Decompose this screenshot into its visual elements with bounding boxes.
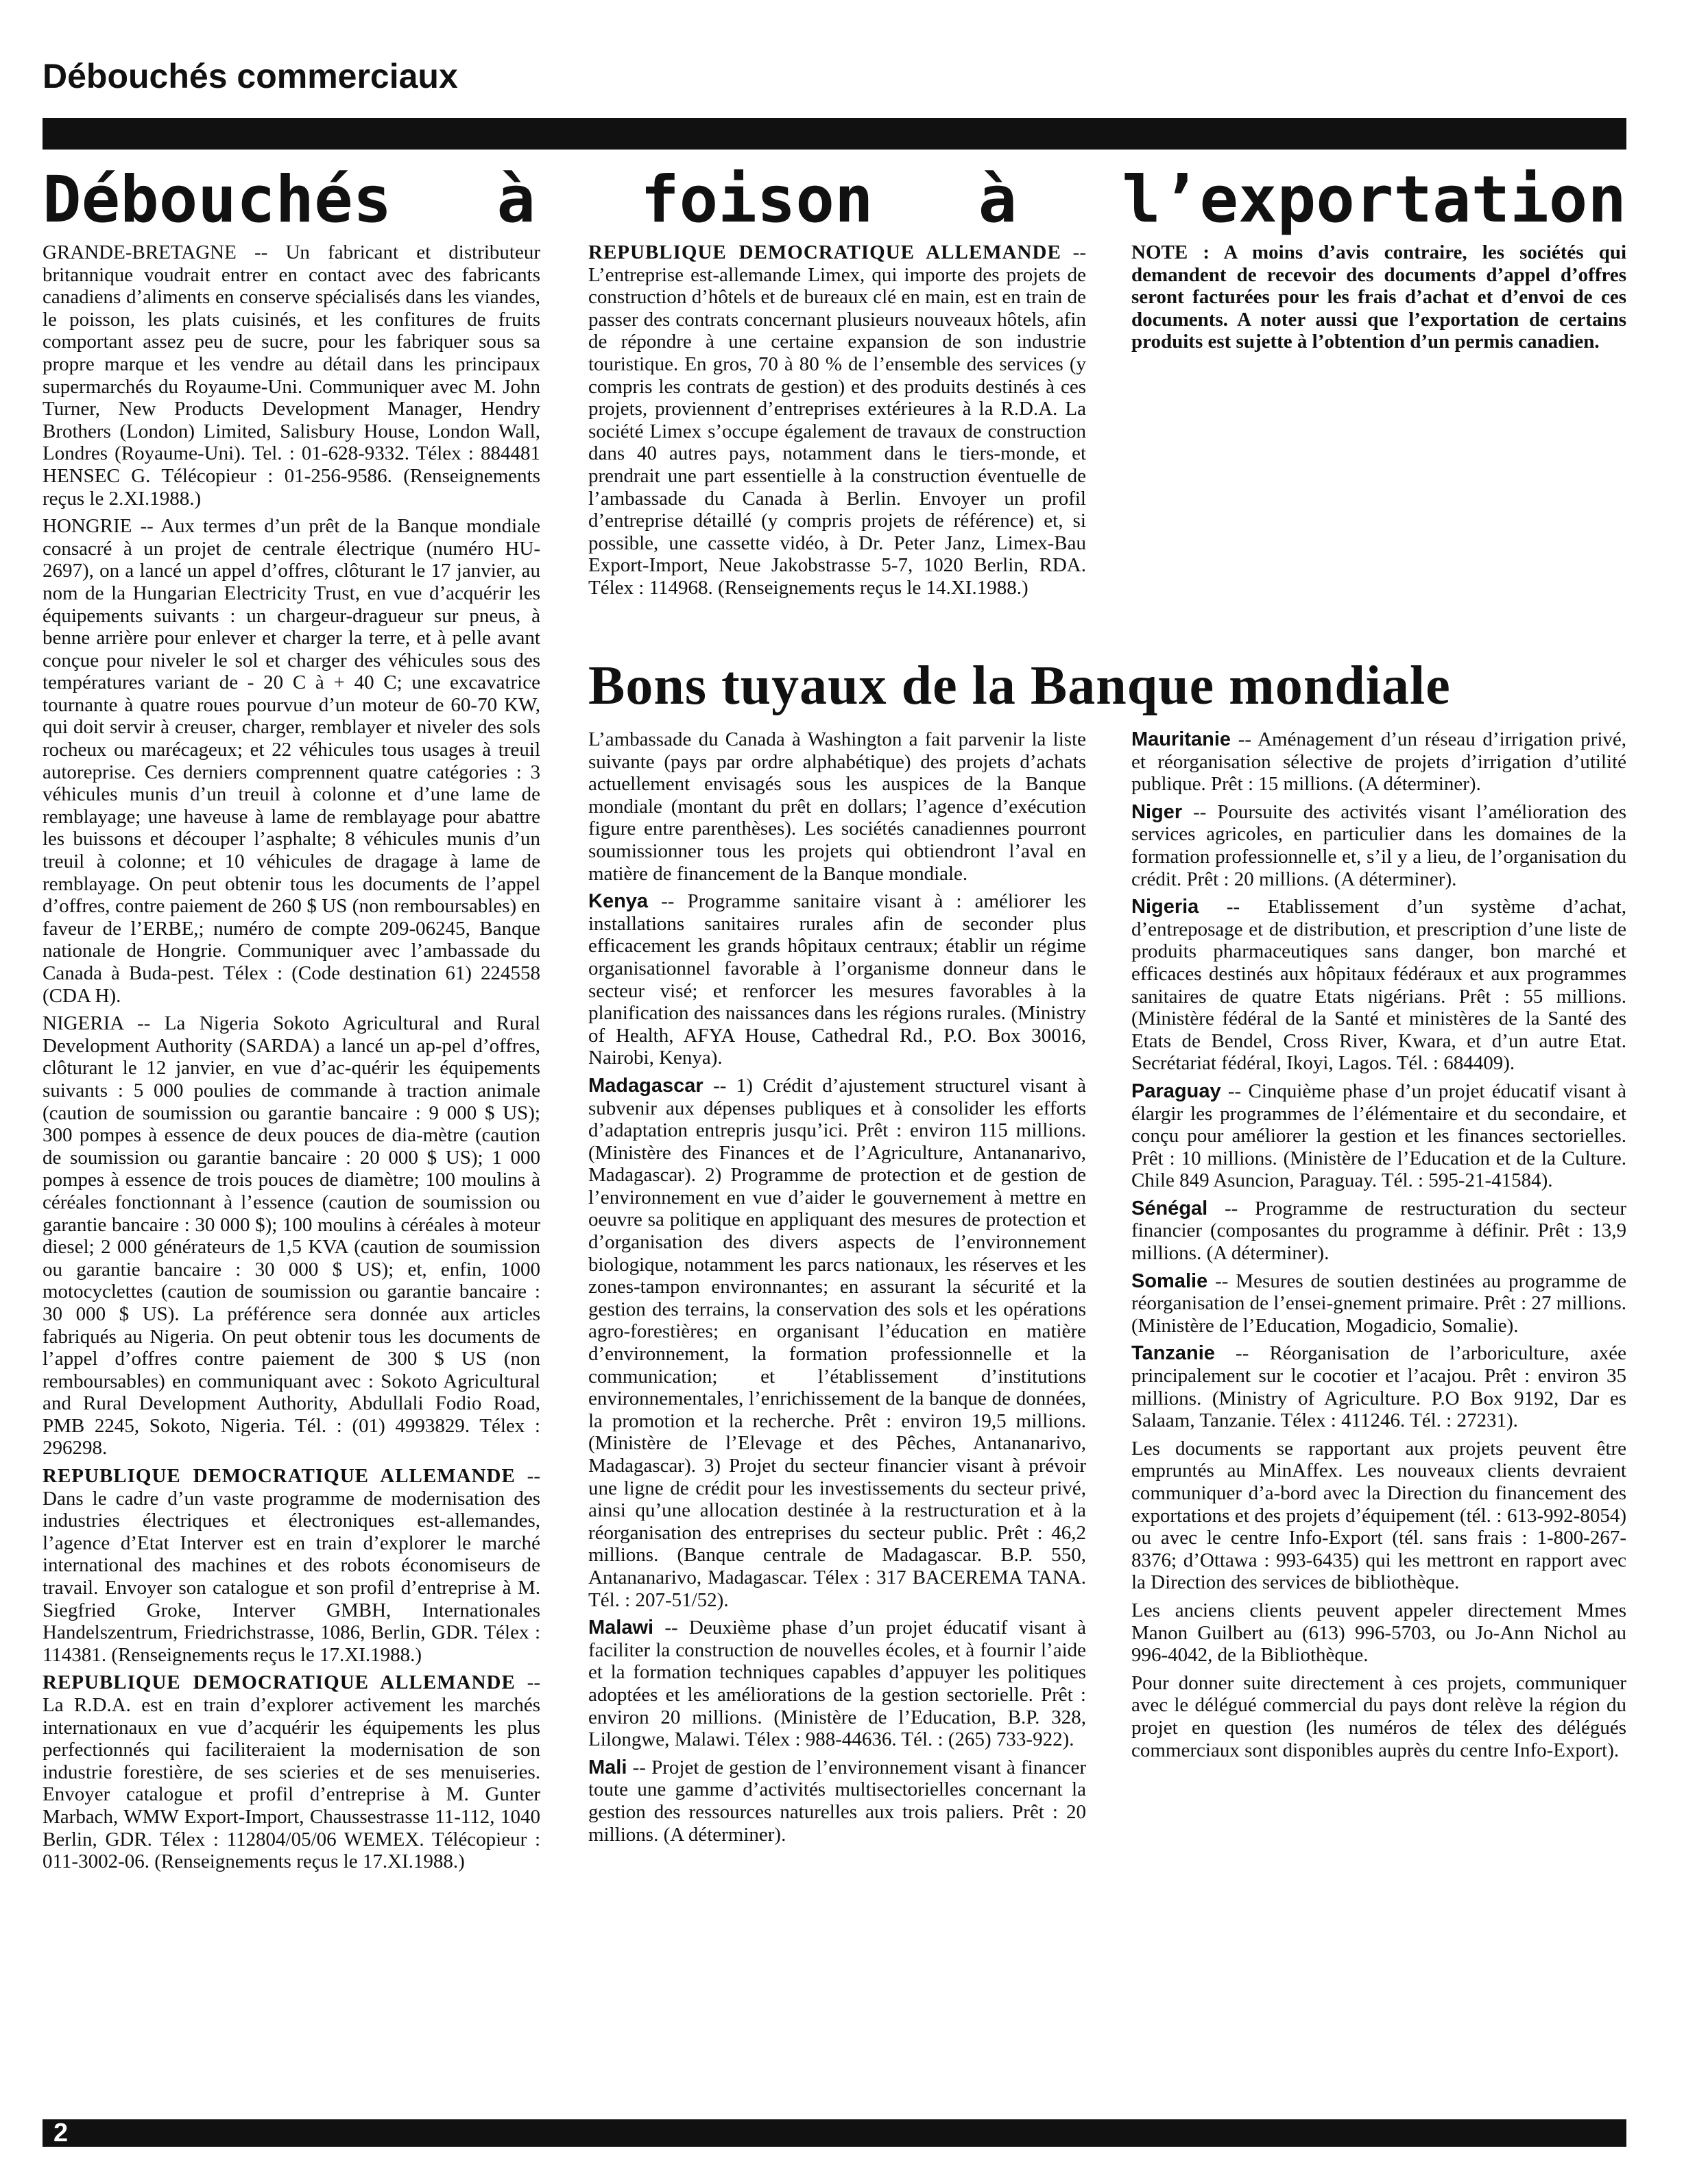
bottom-rule-bar xyxy=(43,2119,1626,2147)
closing-paragraph: Les documents se rapportant aux projets peuvent être empruntés au MinAffex. Les nouveaux clients devraient communiquer d’a-bord avec la Direction du financement des exportations et des projets d’équipement (tél. : 613-992-8054) ou avec le centre Info-Export (tél. sans frais : 1-800-267-8376; d’Ottawa : 993-6435) qui les mettront en rapport avec la Direction des services de bibliothèque. xyxy=(1131,1437,1626,1594)
article-rda-3: REPUBLIQUE DEMOCRATIQUE ALLEMANDE -- L’entreprise est-allemande Limex, qui importe des projets de construction d’hôtels et de bureaux clé en main, est en train de passer des contrats concernant plusieurs nouveaux hôtels, afin de répondre à une certaine expansion de son industrie touristique. En gros, 70 à 80 % de l’ensemble des services (y compris les contrats de gestion) et des produits destinés à ces projets, proviennent d’entreprises extérieures à la R.D.A. La société Limex s’occupe également de travaux de construction dans 40 autres pays, notamment dans le tiers-monde, et prendrait une part essentielle à la construction éventuelle de l’ambassade du Canada à Berlin. Envoyer un profil d’entreprise détaillé (y compris projets de référence) et, si possible, une cassette vidéo, à Dr. Peter Janz, Limex-Bau Export-Import, Neue Jakobstrasse 5-7, 1020 Berlin, RDA. Télex : 114968. (Renseignements reçus le 14.XI.1988.) xyxy=(588,241,1086,599)
note: NOTE : A moins d’avis contraire, les sociétés qui demandent de recevoir des documents d’appel d’offres seront facturées pour les frais d’achat et d’envoi de ces documents. A noter aussi que l’exportation de certains produits est sujette à l’obtention d’un permis canadien. xyxy=(1131,241,1626,353)
column-3 xyxy=(1131,241,1626,646)
headline-word: à xyxy=(496,163,536,237)
headline-word: Débouchés xyxy=(43,163,392,237)
article-hungary: HONGRIE -- Aux termes d’un prêt de la Banque mondiale consacré à un projet de centrale électrique (numéro HU-2697), on a lancé un appel d’offres, clôturant le 17 janvier, au nom de la Hungarian Electricity Trust, en vue d’acquérir les équipements suivants : un chargeur-dragueur sur pneus, à benne arrière pour enlever et charger la terre, et à pelle avant conçue pour niveler le sol et charger des véhicules sous des températures variant de - 20 C à + 40 C; une excavatrice tournante à quatre roues pourvue d’un moteur de 60-70 KW, qui doit servir à creuser, charger, remblayer et niveler des sols rocheux ou marécageux; et 22 véhicules tous usages à treuil autoreprise. Ces derniers comprennent quatre catégories : 3 véhicules munis d’un treuil à colonne et d’une lame de remblayage; une haveuse à lame de remblayage pour abattre les buissons et découper l’asphalte; 8 véhicules munis d’un treuil à colonne; et 10 véhicules de dragage à lame de remblayage. On peut obtenir tous les documents de l’appel d’offres, contre paiement de 260 $ US (non remboursables) en faveur de l’ERBE,; numéro de compte 209-06245, Banque nationale de Hongrie. Communiquer avec l’ambassade du Canada à Buda-pest. Télex : (Code destination 61) 224558 (CDA H). xyxy=(43,515,540,1007)
headline-word: l’exportation xyxy=(1122,163,1626,237)
column-5 xyxy=(1131,728,1626,2112)
entry-nigeria: Nigeria -- Etablissement d’un système d’achat, d’entreposage et de distribution, et prescription d’une liste de produits pharmaceutiques sans danger, bon marché et efficaces destinés aux hôpitaux fédéraux et aux programmes sanitaires de quatre Etats nigérians. Prêt : 55 millions. (Ministère fédéral de la Santé et ministères de la Santé des Etats de Bendel, Cross River, Kwara, et d’un autre Etat. Secrétariat fédéral, Ikoyi, Lagos. Tél. : 684409). xyxy=(1131,896,1626,1075)
page-number: 2 xyxy=(53,2119,69,2147)
entry-niger: Niger -- Poursuite des activités visant l’amélioration des services agricoles, en particulier dans les domaines de la formation professionnelle et, s’il y a lieu, de l’organisation du crédit. Prêt : 20 millions. (A déterminer). xyxy=(1131,800,1626,890)
column-1 xyxy=(43,241,540,2110)
entry-somalie: Somalie -- Mesures de soutien destinées au programme de réorganisation de l’ensei-gnement primaire. Prêt : 27 millions. (Ministère de l’Education, Mogadicio, Somalie). xyxy=(1131,1270,1626,1337)
entry-paraguay: Paraguay -- Cinquième phase d’un projet éducatif visant à élargir les programmes de l’élémentaire et du secondaire, et conçu pour améliorer la gestion et les finances sectorielles. Prêt : 10 millions. (Ministère de l’Education et de la Culture. Chile 849 Asuncion, Paraguay. Tél. : 595-21-41584). xyxy=(1131,1080,1626,1192)
article-nigeria: NIGERIA -- La Nigeria Sokoto Agricultural and Rural Development Authority (SARDA) a lancé un ap-pel d’offres, clôturant le 12 janvier, en vue d’ac-quérir les équipements suivants : 5 000 poulies de commande à traction animale (caution de soumission ou garantie bancaire : 9 000 $ US); 300 pompes à essence de deux pouces de dia-mètre (caution de soumission ou garantie bancaire : 20 000 $ US); 1 000 pompes à essence de trois pouces de diamètre; 100 moulins à céréales fonctionnant à l’essence (caution de soumission ou garantie bancaire : 30 000 $); 100 moulins à céréales à moteur diesel; 2 000 générateurs de 1,5 KVA (caution de soumission ou garantie bancaire : 30 000 $ US); et, enfin, 1000 motocyclettes (caution de soumission ou garantie bancaire : 30 000 $ US). La préférence sera donnée aux articles fabriqués au Nigeria. On peut obtenir tous les documents de l’appel d’offres contre paiement de 300 $ US (non remboursables) en communiquant avec : Sokoto Agricultural and Rural Development Authority, Abdullali Fodio Road, PMB 2245, Sokoto, Nigeria. Tél. : (01) 4993829. Télex : 296298. xyxy=(43,1012,540,1460)
entry-malawi: Malawi -- Deuxième phase d’un projet éducatif visant à faciliter la construction de nouvelles écoles, et à fournir l’aide et la formation techniques capables d’appuyer les politiques adoptées et les améliorations de la gestion sectorielle. Prêt : environ 20 millions. (Ministère de l’Education, B.P. 328, Lilongwe, Malawi. Télex : 988-44636. Tél. : (265) 733-922). xyxy=(588,1617,1086,1751)
entry-madagascar: Madagascar -- 1) Crédit d’ajustement structurel visant à subvenir aux dépenses publiques et à consolider les efforts d’adaptation entrepris jusqu’ici. Prêt : environ 115 millions. (Ministère des Finances et de l’Agriculture, Antananarivo, Madagascar). 2) Programme de protection et de gestion de l’environnement en vue d’aider le gouvernement à mettre en oeuvre sa politique en appliquant des mesures de protection et d’organisation des divers aspects de l’environnement biologique, notamment les parcs nationaux, les réserves et les zones-tampon environnantes; en assurant la sécurité et la gestion des terrains, la conservation des sols et les opérations agro-forestières; en organisant l’éducation en matière d’environnement, la formation professionnelle et la communication; et l’établissement d’institutions environnementales, l’enrichissement de la banque de données, la promotion et la recherche. Prêt : environ 19,5 millions. (Ministère de l’Elevage et des Pêches, Antananarivo, Madagascar). 3) Projet du secteur financier visant à prévoir une ligne de crédit pour les investissements du secteur privé, ainsi qu’une allocation destinée à la restructuration et à la réorganisation des entreprises du secteur public. Prêt : 46,2 millions. (Banque centrale de Madagascar. B.P. 550, Antananarivo, Madagascar. Télex : 317 BACEREMA TANA. Tél. : 207-51/52). xyxy=(588,1074,1086,1611)
headline-word: foison xyxy=(640,163,874,237)
closing-paragraph: Les anciens clients peuvent appeler directement Mmes Manon Guilbert au (613) 996-5703, ou Jo-Ann Nichol au 996-4042, de la Bibliothèque. xyxy=(1131,1599,1626,1667)
article-uk: GRANDE-BRETAGNE -- Un fabricant et distributeur britannique voudrait entrer en contact avec des fabricants canadiens d’aliments en conserve spécialisés dans les viandes, le poisson, les plats cuisinés, et les confitures de fruits comportant assez peu de sucre, pour les fabriquer sous sa propre marque et les vendre au détail dans les principaux supermarchés du Royaume-Uni. Communiquer avec M. John Turner, New Products Development Manager, Hendry Brothers (London) Limited, Salisbury House, London Wall, Londres (Royaume-Uni). Tel. : 01-628-9332. Télex : 884481 HENSEC G. Télécopieur : 01-256-9586. (Renseignements reçus le 2.XI.1988.) xyxy=(43,241,540,510)
column-2 xyxy=(588,241,1086,632)
entry-senegal: Sénégal -- Programme de restructuration du secteur financier (composantes du programme à définir. Prêt : 13,9 millions. (A déterminer). xyxy=(1131,1197,1626,1265)
article-rda-1: REPUBLIQUE DEMOCRATIQUE ALLEMANDE -- Dans le cadre d’un vaste programme de modernisation des industries électriques et électroniques est-allemandes, l’agence d’Etat Interver est en train d’explorer le marché international des machines et des robots économiseurs de travail. Envoyer son catalogue et son profil d’entreprise à M. Siegfried Groke, Interver GMBH, Internationales Handelszentrum, Friedrichstrasse, 1086, Berlin, GDR. Télex : 114381. (Renseignements reçus le 17.XI.1988.) xyxy=(43,1465,540,1666)
entry-mauritanie: Mauritanie -- Aménagement d’un réseau d’irrigation privé, et réorganisation sélective de projets d’irrigation d’utilité publique. Prêt : 15 millions. (A déterminer). xyxy=(1131,728,1626,796)
column-4 xyxy=(588,728,1086,2112)
world-bank-title: Bons tuyaux de la Banque mondiale xyxy=(588,656,1451,716)
main-headline xyxy=(43,156,1626,244)
top-rule-bar xyxy=(43,118,1626,150)
closing-paragraph: Pour donner suite directement à ces projets, communiquer avec le délégué commercial du pays dont relève la région du projet en question (les numéros de télex des délégués commerciaux sont disponibles auprès du centre Info-Export). xyxy=(1131,1671,1626,1761)
article-rda-2: REPUBLIQUE DEMOCRATIQUE ALLEMANDE -- La R.D.A. est en train d’explorer activement les marchés internationaux en vue d’acquérir les équipements les plus perfectionnés qui faciliteraient la modernisation de son industrie forestière, de ses scieries et de ses menuiseries. Envoyer catalogue et profil d’entreprise à M. Gunter Marbach, WMW Export-Import, Chaussestrasse 11-112, 1040 Berlin, GDR. Télex : 112804/05/06 WEMEX. Télécopieur : 011-3002-06. (Renseignements reçus le 17.XI.1988.) xyxy=(43,1671,540,1873)
headline-word: à xyxy=(978,163,1018,237)
world-bank-intro: L’ambassade du Canada à Washington a fait parvenir la liste suivante (pays par ordre alphabétique) des projets d’achats actuellement envisagés sous les auspices de la Banque mondiale (montant du prêt en dollars; l’agence d’exécution figure entre parenthèses). Les sociétés canadiennes pourront soumissionner tous les projets qui obtiendront l’aval en matière de financement de la Banque mondiale. xyxy=(588,728,1086,885)
entry-tanzanie: Tanzanie -- Réorganisation de l’arboriculture, axée principalement sur le cocotier et l’acajou. Prêt : environ 35 millions. (Ministry of Agriculture. P.O Box 9192, Dar es Salaam, Tanzanie. Télex : 411246. Tél. : 27231). xyxy=(1131,1342,1626,1432)
section-label: Débouchés commerciaux xyxy=(43,57,458,95)
entry-kenya: Kenya -- Programme sanitaire visant à : améliorer les installations sanitaires rurales afin de seconder plus efficacement les grands hôpitaux centraux; établir un régime organisationnel favorable à l’organisme donneur dans le secteur visé; et renforcer les mesures favorables à la planification des naissances dans les régions rurales. (Ministry of Health, AFYA House, Cathedral Rd., P.O. Box 30016, Nairobi, Kenya). xyxy=(588,890,1086,1069)
entry-mali: Mali -- Projet de gestion de l’environnement visant à financer toute une gamme d’activités multisectorielles concernant la gestion des ressources naturelles aux trois paliers. Prêt : 20 millions. (A déterminer). xyxy=(588,1756,1086,1846)
